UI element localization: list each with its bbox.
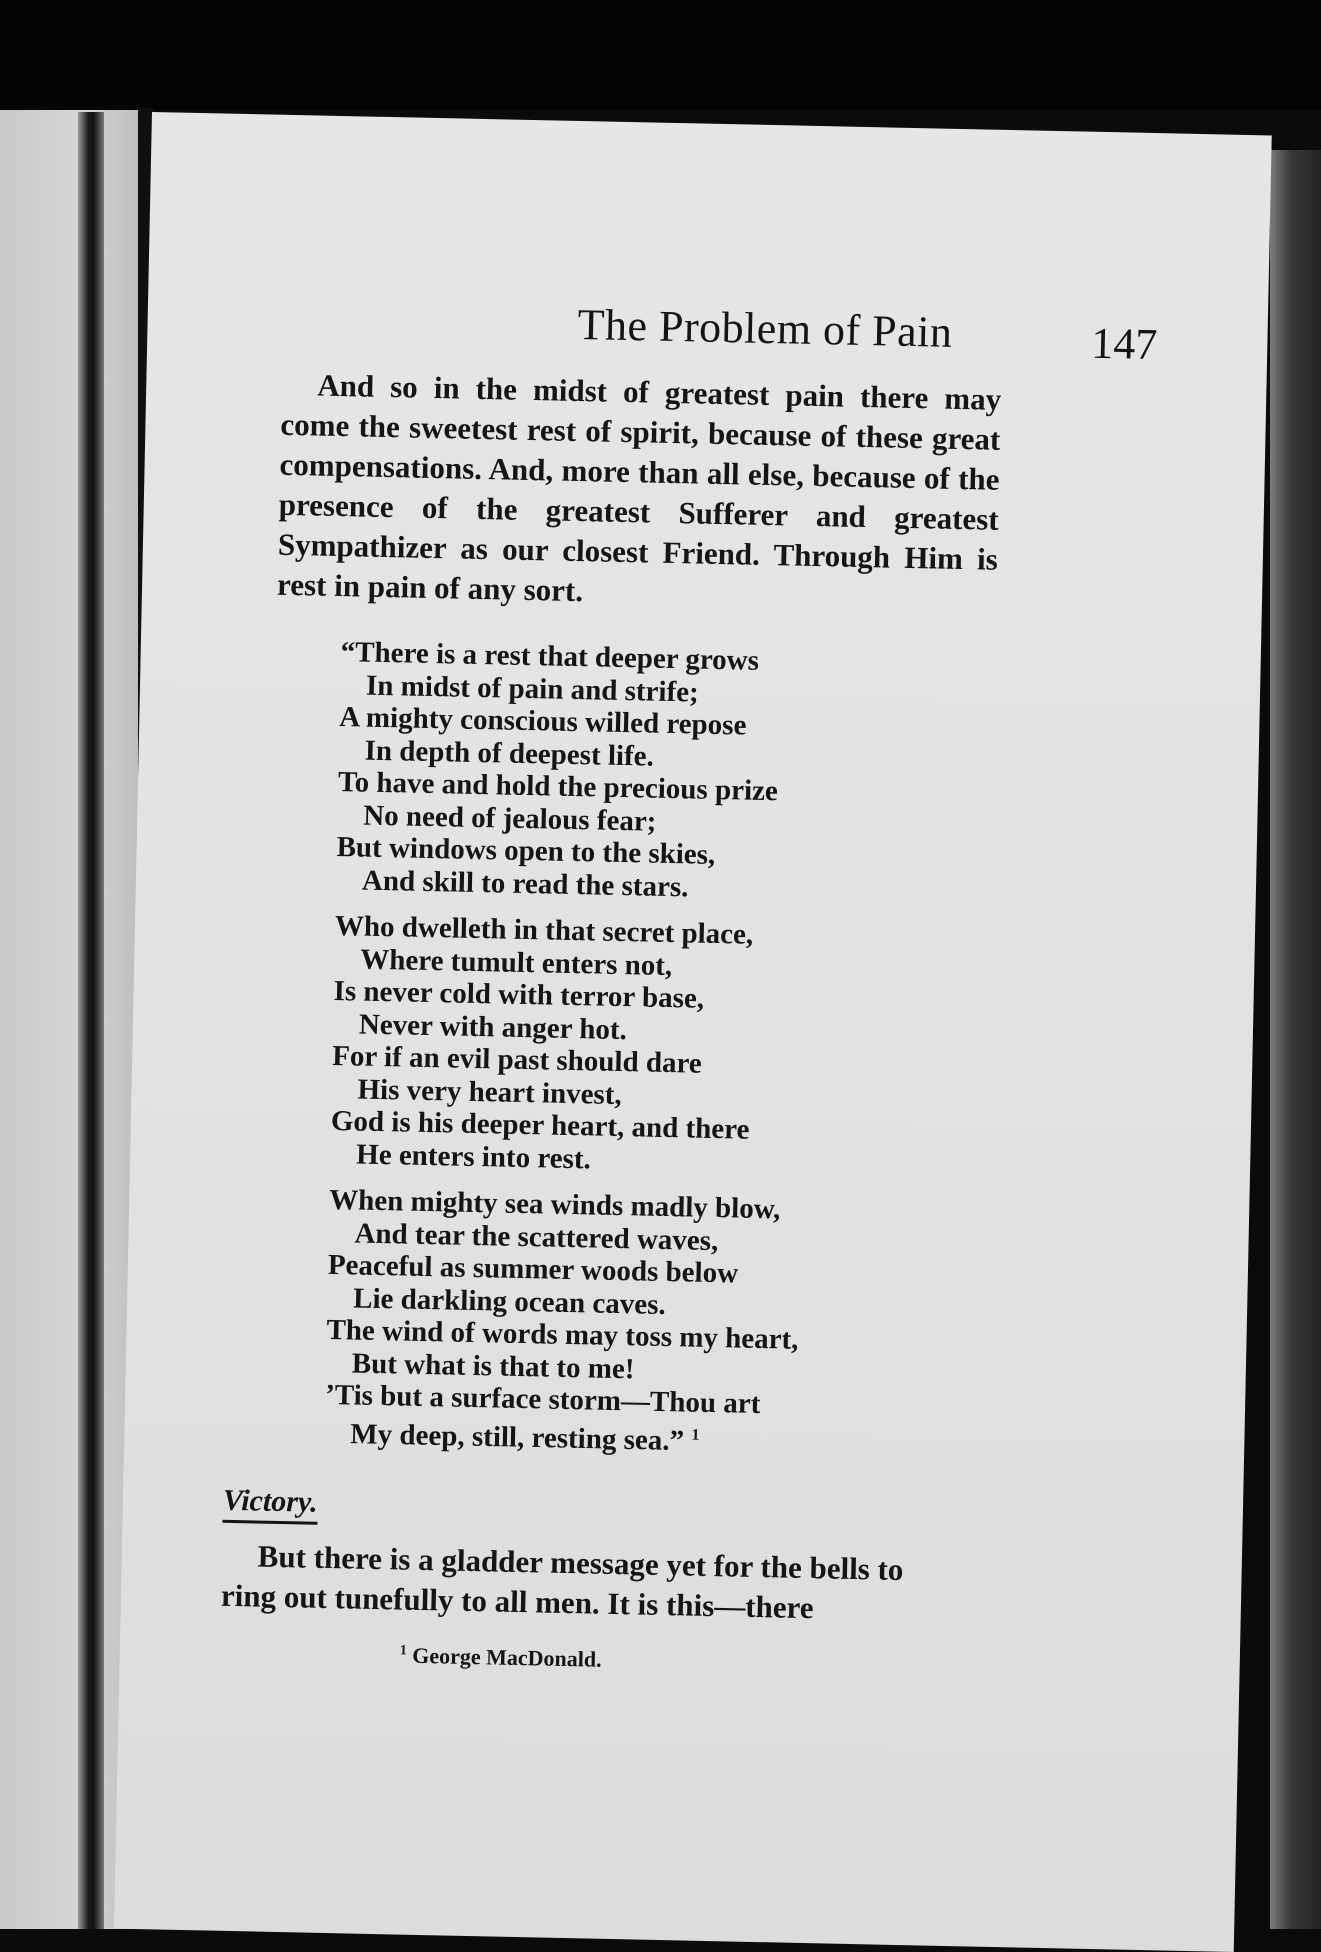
poem-line: His very heart invest, bbox=[357, 1073, 623, 1111]
poem-line: Who dwelleth in that secret place, bbox=[334, 910, 754, 951]
poem-line: But what is that to me! bbox=[351, 1346, 635, 1385]
poem-line: A mighty conscious willed repose bbox=[339, 701, 747, 742]
right-page-edge bbox=[1270, 150, 1321, 1929]
poem-line: Peaceful as summer woods below bbox=[327, 1248, 739, 1290]
running-head bbox=[437, 296, 1158, 371]
footnote bbox=[399, 1643, 601, 1673]
poem-line-text: My deep, still, resting sea.” bbox=[350, 1417, 685, 1457]
footnote-mark: 1 bbox=[399, 1643, 407, 1659]
poem-line: ’Tis but a surface storm—Thou art bbox=[324, 1378, 761, 1421]
scan-background-top bbox=[0, 0, 1321, 110]
paragraph-text: But there is a gladder message yet for the bells to ring out tunefully to all men. It is this—there bbox=[220, 1538, 904, 1626]
poem-line: He enters into rest. bbox=[355, 1138, 592, 1175]
poem bbox=[324, 636, 981, 1477]
opening-paragraph bbox=[277, 365, 1002, 620]
poem-stanza-2 bbox=[330, 910, 975, 1183]
poem-line: When mighty sea winds madly blow, bbox=[328, 1183, 781, 1226]
page-number: 147 bbox=[1090, 318, 1158, 370]
poem-line: To have and hold the precious prize bbox=[337, 766, 779, 808]
poem-line: No need of jealous fear; bbox=[362, 799, 657, 838]
book-page bbox=[114, 112, 1272, 1952]
poem-line: The wind of words may toss my heart, bbox=[326, 1313, 799, 1356]
poem-line: God is his deeper heart, and there bbox=[330, 1104, 750, 1146]
poem-line: Never with anger hot. bbox=[358, 1008, 628, 1046]
poem-stanza-1 bbox=[336, 636, 981, 909]
poem-line: And tear the scattered waves, bbox=[354, 1216, 719, 1257]
poem-line: “There is a rest that deeper grows bbox=[340, 636, 760, 677]
poem-stanza-3 bbox=[324, 1184, 969, 1463]
poem-line: For if an evil past should dare bbox=[331, 1039, 703, 1080]
poem-line: In midst of pain and strife; bbox=[365, 669, 700, 709]
poem-line: In depth of deepest life. bbox=[364, 734, 655, 773]
footnote-reference: 1 bbox=[691, 1426, 700, 1444]
running-title: The Problem of Pain bbox=[577, 299, 953, 357]
poem-line: But windows open to the skies, bbox=[336, 831, 716, 871]
poem-line: Is never cold with terror base, bbox=[333, 975, 705, 1015]
poem-line: Lie darkling ocean caves. bbox=[352, 1281, 667, 1321]
side-heading: Victory. bbox=[222, 1484, 318, 1525]
footnote-text: George MacDonald. bbox=[411, 1642, 602, 1672]
closing-paragraph bbox=[221, 1536, 943, 1631]
poem-line: Where tumult enters not, bbox=[359, 943, 673, 982]
left-page-crease bbox=[78, 112, 104, 1929]
poem-line: And skill to read the stars. bbox=[361, 864, 689, 903]
paragraph-text: And so in the midst of greatest pain there may come the sweetest rest of spirit, because of these great compensations. And, more than all else, because of the presence of the greatest Sufferer and greatest Sympathizer as our closest Friend. Through Him is rest in pain of any sort. bbox=[276, 367, 1002, 609]
